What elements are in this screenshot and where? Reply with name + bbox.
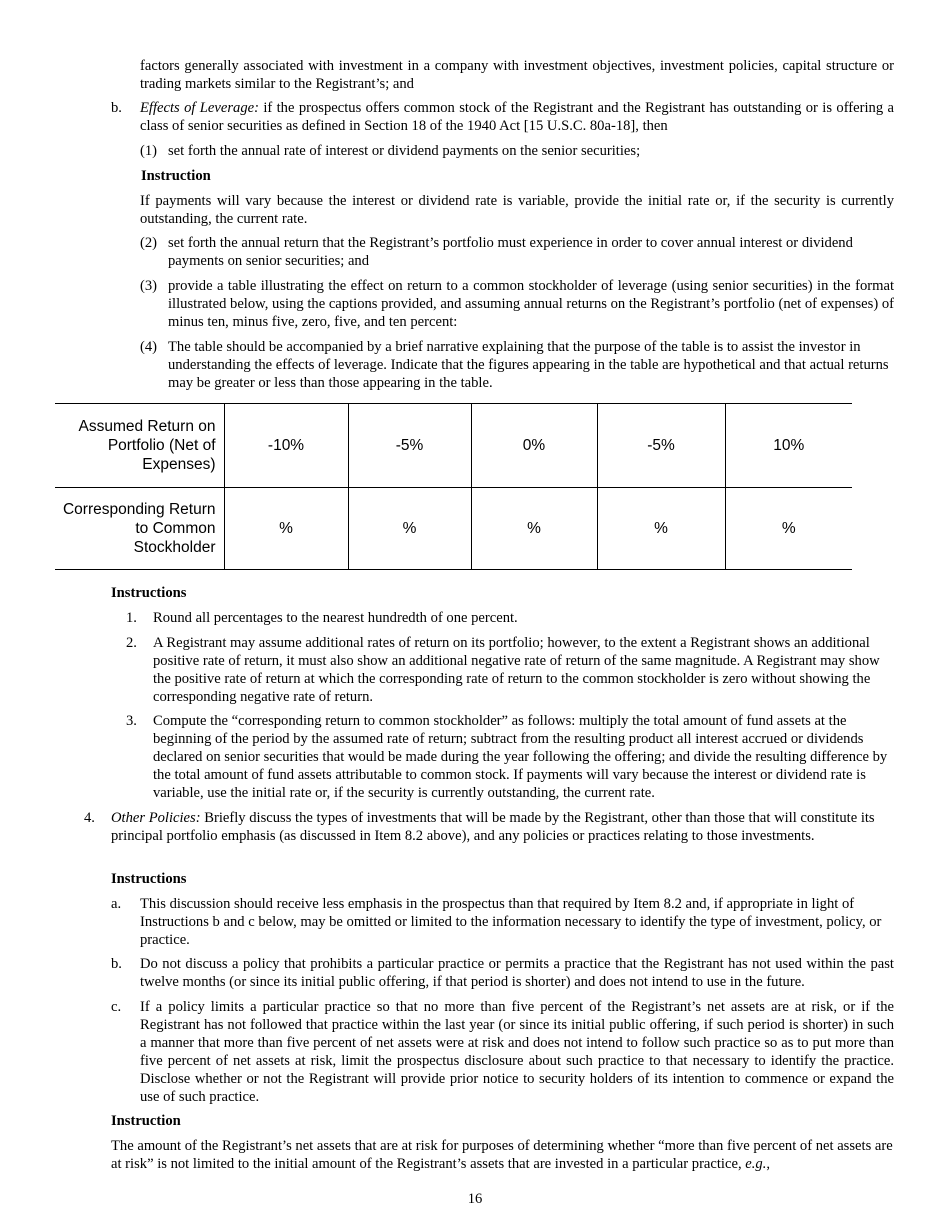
intro-continuation: factors generally associated with investment in a company with investment objectives, investment policies, capital structure or trading markets similar to the Registrant’s; and — [140, 58, 894, 92]
table-cell: % — [471, 488, 597, 570]
final-instruction-end: , — [766, 1156, 770, 1172]
sub1-marker: (1) — [140, 143, 158, 159]
item-4-instruction-marker: c. — [111, 999, 122, 1015]
sub4-text: The table should be accompanied by a brief narrative explaining that the purpose of the table is to assist the investor in understanding the effects of leverage. Indicate that the figures appearing in the table are hypothetical and that actual returns may be greater or less than those appearing in the table. — [168, 339, 889, 391]
instruction-text: If payments will vary because the interest or dividend rate is variable, provide the initial rate or, if the security is currently outstanding, the current rate. — [140, 193, 894, 227]
table-instruction-marker: 2. — [126, 635, 137, 651]
row-label-corresponding-return: Corresponding Return to Common Stockholder — [55, 488, 224, 570]
table-cell: % — [348, 488, 471, 570]
table-cell: % — [725, 488, 852, 570]
table-instruction-marker: 3. — [126, 713, 137, 729]
table-cell: 0% — [471, 404, 597, 488]
sub2-text: set forth the annual return that the Registrant’s portfolio must experience in order to cover annual interest or dividend payments on senior securities; and — [168, 235, 853, 269]
final-instruction-paragraph — [111, 1137, 894, 1173]
item-4-instruction-text: This discussion should receive less emphasis in the prospectus than that required by Item 8.2 and, if appropriate in light of Instructions b and c below, may be omitted or limited to the information necessary to identify the type of investment, policy, or practice. — [140, 896, 882, 948]
table-row-corresponding-return — [55, 488, 852, 570]
item-4-text: Briefly discuss the types of investments that will be made by the Registrant, other than those that will constitute its principal portfolio emphasis (as discussed in Item 8.2 above), and any policies or practices relating to those investments. — [111, 810, 875, 844]
final-instruction-eg: e.g. — [745, 1156, 767, 1172]
sub3-marker: (3) — [140, 278, 158, 294]
table-cell: 10% — [725, 404, 852, 488]
table-instructions-heading: Instructions — [111, 585, 187, 601]
table-cell: % — [224, 488, 348, 570]
item-4-instruction-text: If a policy limits a particular practice so that no more than five percent of the Registrant’s net assets are at risk, or if the Registrant has not followed that practice within the last year (or since its initial public offering, if such period is shorter) in such a manner that more than five percent of net assets were at risk and does not intend to follow such practice so as to put more than five percent of net assets at risk, limit the prospectus disclosure about such practice to that necessary to identify the practice. Disclose whether or not the Registrant will provide prior notice to security holders of its intention to commence or expand the use of such practice. — [140, 999, 894, 1105]
sub4-marker: (4) — [140, 339, 158, 355]
table-cell: -5% — [597, 404, 725, 488]
table-cell: -5% — [348, 404, 471, 488]
leverage-table — [55, 403, 852, 570]
item-b-marker: b. — [111, 100, 122, 116]
item-4-instructions-heading: Instructions — [111, 871, 187, 887]
item-4-instruction-text: Do not discuss a policy that prohibits a particular practice or permits a practice that the Registrant has not used within the past twelve months (or since its initial public offering, if that period is shorter) and does not intend to use in the future. — [140, 956, 894, 990]
item-b-paragraph — [140, 99, 894, 135]
final-instruction-text: The amount of the Registrant’s net assets that are at risk for purposes of determining whether “more than five percent of net assets are at risk” is not limited to the initial amount of the Registrant’s assets that are invested in a particular practice, — [111, 1138, 893, 1172]
item-b-heading: Effects of Leverage: — [140, 100, 259, 116]
row-label-assumed-return: Assumed Return on Portfolio (Net of Expenses) — [55, 404, 224, 488]
table-cell: % — [597, 488, 725, 570]
page-number: 16 — [467, 1191, 483, 1207]
instruction-heading: Instruction — [141, 168, 211, 184]
table-instruction-text: A Registrant may assume additional rates of return on its portfolio; however, to the extent a Registrant shows an additional positive rate of return, it must also show an additional negative rate of return of the same magnitude. A Registrant may show the positive rate of return at which the corresponding rate of return to the common stockholder is zero without showing the corresponding negative rate of return. — [153, 635, 880, 705]
table-instruction-text: Compute the “corresponding return to common stockholder” as follows: multiply the total amount of fund assets at the beginning of the period by the assumed rate of return; subtract from the resulting product all interest accrued or dividends declared on senior securities that would be made during the year following the offering; and divide the resulting difference by the total amount of fund assets attributable to common stock. If payments will vary because the interest or dividend rate is variable, use the initial rate or, if the security is currently outstanding, the current rate. — [153, 713, 888, 801]
item-b-text: if the prospectus offers common stock of the Registrant and the Registrant has outstanding or is offering a class of senior securities as defined in Section 18 of the 1940 Act [15 U.S.C. 80a-18], then — [140, 100, 894, 134]
table-cell: -10% — [224, 404, 348, 488]
sub3-text: provide a table illustrating the effect on return to a common stockholder of leverage (using senior securities) in the format illustrated below, using the captions provided, and assuming annual returns on the Registrant’s portfolio (net of expenses) of minus ten, minus five, zero, five, and ten percent: — [168, 278, 894, 330]
item-4-paragraph — [111, 809, 894, 845]
item-4-instruction-marker: b. — [111, 956, 122, 972]
item-4-marker: 4. — [84, 810, 95, 826]
item-4-instruction-marker: a. — [111, 896, 122, 912]
table-instruction-marker: 1. — [126, 610, 137, 626]
item-4-heading: Other Policies: — [111, 810, 201, 826]
table-instruction-text: Round all percentages to the nearest hundredth of one percent. — [153, 610, 518, 626]
sub1-text: set forth the annual rate of interest or dividend payments on the senior securities; — [168, 143, 641, 159]
final-instruction-heading: Instruction — [111, 1113, 181, 1129]
sub2-marker: (2) — [140, 235, 158, 251]
table-row-assumed-return — [55, 404, 852, 488]
